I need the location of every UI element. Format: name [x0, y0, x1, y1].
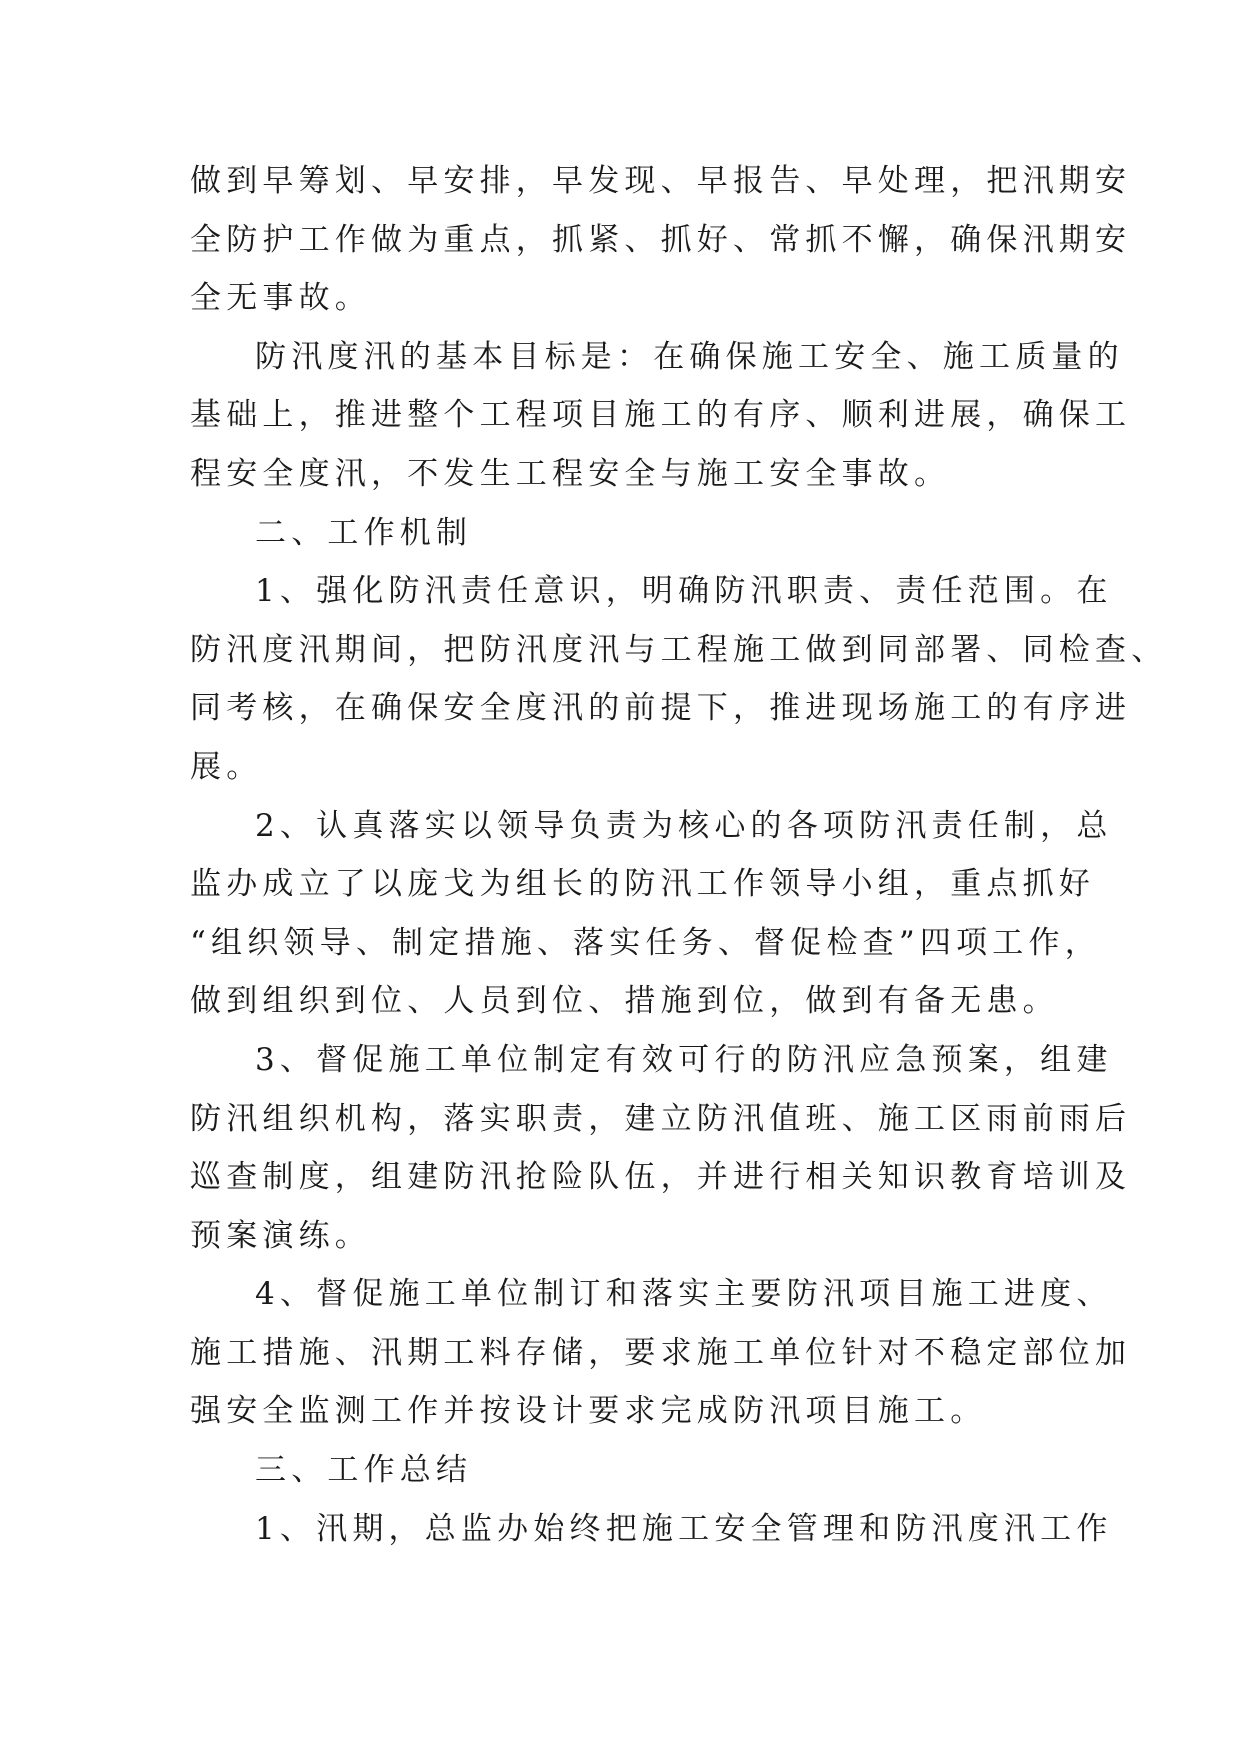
text-line: 1、强化防汛责任意识，明确防汛职责、责任范围。在 [255, 573, 1113, 610]
text-line: 防汛组织机构，落实职责，建立防汛值班、施工区雨前雨后 [190, 1100, 1132, 1137]
text-line: 2、认真落实以领导负责为核心的各项防汛责任制，总 [255, 807, 1113, 844]
text-line: 同考核，在确保安全度汛的前提下，推进现场施工的有序进 [190, 690, 1132, 727]
text-line: 做到早筹划、早安排，早发现、早报告、早处理，把汛期安 [190, 163, 1132, 199]
section-heading: 二、工作机制 [255, 514, 473, 551]
text-line: 展。 [190, 748, 263, 785]
text-line: 巡查制度，组建防汛抢险队伍，并进行相关知识教育培训及 [190, 1159, 1132, 1196]
text-line: 全防护工作做为重点，抓紧、抓好、常抓不懈，确保汛期安 [190, 221, 1132, 258]
section-heading: 三、工作总结 [255, 1452, 473, 1489]
text-line: 监办成立了以庞戈为组长的防汛工作领导小组，重点抓好 [190, 866, 1095, 903]
text-line: 1、汛期，总监办始终把施工安全管理和防汛度汛工作 [255, 1510, 1113, 1547]
text-line: 4、督促施工单位制订和落实主要防汛项目施工进度、 [255, 1276, 1113, 1313]
text-line: 施工措施、汛期工料存储，要求施工单位针对不稳定部位加 [190, 1334, 1132, 1371]
text-line: 强安全监测工作并按设计要求完成防汛项目施工。 [190, 1393, 987, 1430]
text-line: 程安全度汛，不发生工程安全与施工安全事故。 [190, 455, 951, 492]
text-line: “组织领导、制定措施、落实任务、督促检查”四项工作， [190, 924, 1101, 961]
text-line: 防汛度汛期间，把防汛度汛与工程施工做到同部署、同检查、 [190, 631, 1168, 668]
text-line: 3、督促施工单位制定有效可行的防汛应急预案，组建 [255, 1041, 1113, 1078]
text-line: 防汛度汛的基本目标是：在确保施工安全、施工质量的 [255, 338, 1124, 375]
text-line: 全无事故。 [190, 280, 371, 317]
text-line: 基础上，推进整个工程项目施工的有序、顺利进展，确保工 [190, 397, 1132, 434]
text-line: 预案演练。 [190, 1217, 371, 1254]
text-line: 做到组织到位、人员到位、措施到位，做到有备无患。 [190, 983, 1059, 1020]
document-body [190, 152, 1168, 1558]
